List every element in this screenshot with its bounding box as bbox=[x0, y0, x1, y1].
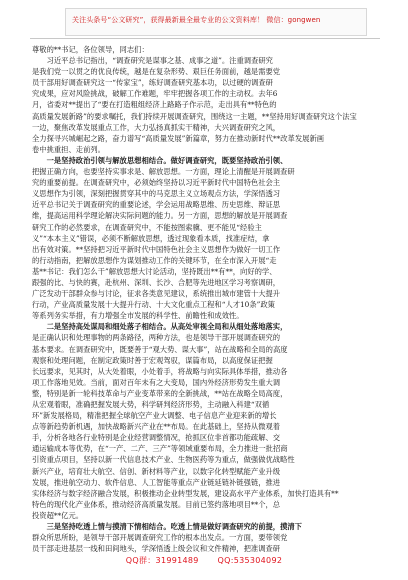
banner-text: 关注头条号“公文研究”，获得最新最全最专业的公文资料库！ 微信：gongwen bbox=[72, 16, 321, 24]
text-line: 一边，聚焦改革发展重点工作，大力弘扬真抓实干精神，大兴调查研究之风， bbox=[32, 122, 281, 132]
text-line: 新兴产业，培育壮大航空、信创、新材料等产业，以数字化转型赋能产业升级 bbox=[32, 466, 281, 476]
text-line: 全力探寻兴城崛起之路，奋力谱写“高质量发展”新篇章，努力在推动新时代**改革发展新画 bbox=[32, 133, 325, 143]
text-line: 等系列务实举措，有力增强全市发展的科学性、前瞻性和成效性。 bbox=[32, 311, 244, 321]
text-line: 引资重点项目，坚持以新一代信息技术产业、生物医药等为重点，做强做优战略性 bbox=[32, 455, 295, 465]
text-line: 通运输成本等优势，在“一产、二产、三产”等领域重要布局，全力推进一批招商 bbox=[32, 444, 288, 454]
text-line: 维，提高运用科学理论解决实际问题的能力。另一方面，思想的解放是开展调查 bbox=[32, 211, 288, 221]
text-line: 项工作落地见效。当前，面对百年未有之大变局，国内外经济形势发生重大调 bbox=[32, 377, 281, 387]
text-line: 的行动指南，把解放思想作为谋划推动工作的关键环节，在全市深入开展“走 bbox=[32, 255, 277, 265]
text-line: 发展，推进航空动力、软件信息、人工智能等重点产业链延链补链强链，推进 bbox=[32, 477, 281, 487]
text-line: 广泛发动干部群众参与讨论，征求各类意见建议，系统推出城市建管十大提升 bbox=[32, 289, 281, 299]
top-banner bbox=[65, 8, 367, 36]
text-line: 尊敬的**书记，各位领导，同志们： bbox=[32, 45, 149, 54]
section-heading bbox=[32, 521, 380, 532]
text-line: 基**书记：我们怎么干”解放思想大讨论活动，坚持既出**有**，向好的学、 bbox=[32, 266, 277, 276]
text-line: 特色的现代化产业体系，推动经济高质量发展。目前已签约落地项目**个，总 bbox=[32, 499, 281, 509]
text-line: 出有效对策。**坚持把习近平新时代中国特色社会主义思想作为做好一切工作 bbox=[32, 244, 281, 254]
text-line: 行动，产业高质量发展十大提升行动、十大文化重点工程和“人才10条”政策 bbox=[32, 300, 275, 310]
text-line: 基本要求。在调查研究中，既要善于“观大势、谋大事”，站在战略和全局的高度 bbox=[32, 344, 288, 354]
text-line: 群众所思所盼，是领导干部开展调查研究工作的根本出发点。一方面，要带领党 bbox=[32, 533, 288, 543]
text-line: 一是坚持政治引领与解放思想相结合。做好调查研究，既要坚持政治引领、 bbox=[32, 155, 288, 165]
text-line: 手，分析各地各行业特别是企业经营调整情况，抢抓区位非首都功能疏解、交 bbox=[32, 433, 281, 443]
text-line: 究成果，应对风险挑战，破解工作难题，牢牢把握各项工作的主动权。去年6 bbox=[32, 89, 278, 99]
text-line: 员干部用好调查研究这一“传家宝”，练好调查研究基本功，以过硬的调查研 bbox=[32, 78, 273, 88]
footer-contact bbox=[0, 555, 408, 566]
footer-qq: QQ:535304092 bbox=[217, 556, 283, 565]
text-line: 二是坚持高处谋局和细处落子相结合。从高处审视全局和从细处落地落实， bbox=[32, 322, 288, 332]
text-line: 义”“本本主义”错误，必须不断解放思想，透过现象看本质，找准症结，拿 bbox=[32, 233, 270, 243]
text-line: 整，特别是新一轮科技革命与产业变革带来的全新挑战，**站在战略全局高度， bbox=[32, 388, 288, 398]
text-line: 环”新发展格局，精准把握全球航空产业大调整、电子信息产业迎来新的增长 bbox=[32, 411, 277, 421]
document-body bbox=[32, 44, 380, 554]
text-line: 点等新趋势新机遇，加快战略新兴产业在**布局。在此基础上，坚持从微观着 bbox=[32, 422, 281, 432]
text-line: 卷中挑重担、走前列。 bbox=[32, 144, 105, 154]
text-line: 员干部走进基层一线和田间地头，学深悟透上级会议和文件精神，把准调查研 bbox=[32, 544, 281, 554]
text-line: 观察和处理问题，在制定政策时善于宏观驾驭，谋篇布局，以高度保证把握 bbox=[32, 355, 273, 365]
text-line: 跟强的比、与快的赛，赴杭州、深圳、长沙、合肥等先进地区学习考察调研， bbox=[32, 277, 281, 287]
paragraph bbox=[32, 332, 380, 521]
section-heading bbox=[32, 155, 380, 166]
text-line: 月，省委对**提出了“要在打造粗组经济上路路子作示范，走出具有**特色的 bbox=[32, 100, 277, 110]
text-line: 义思想作为引领，深刻把握贯穿其中的马克思主义立场观点方法，学深悟透习 bbox=[32, 189, 281, 199]
paragraph bbox=[32, 532, 380, 554]
text-line: 是我们党一以贯之的优良传统，越是在复杂形势、艰巨任务面前，越是需要党 bbox=[32, 67, 281, 77]
text-line: 长远要求，见其时，从大处着眼，小处着手，将战略与向实际具体举措，推动各 bbox=[32, 366, 288, 376]
paragraph bbox=[32, 166, 380, 321]
text-line: 投资超**亿元。 bbox=[32, 510, 84, 520]
text-line: 习近平总书记指出，“调查研究是谋事之基、成事之道”。注重调查研究 bbox=[32, 56, 273, 66]
text-line: 实体经济与数字经济融合发展，积极推动企业转型发展，建设高水平产业体系，加快打造具有** bbox=[32, 488, 339, 498]
section-heading bbox=[32, 321, 380, 332]
text-line: 究的重要前提。在调查研究中，必须始终坚持以习近平新时代中国特色社会主 bbox=[32, 178, 281, 188]
header-divider bbox=[30, 38, 380, 39]
text-line: 近平总书记关于调查研究的重要论述，学会运用战略思维、历史思维、辩证思 bbox=[32, 200, 281, 210]
footer-qq-group: QQ群：31991489 bbox=[125, 556, 199, 565]
text-line: 是正确认识和处理事物的两条路径，两种方法，也是领导干部开展调查研究的 bbox=[32, 333, 281, 343]
text-line: 把握正确方向，也要坚持实事求是、解放思想。一方面，理论上清醒是开展调查研 bbox=[32, 167, 295, 177]
text-line: 从宏观着眼，准确把握发展大势，科学研判经济形势，主动融入科建“双循 bbox=[32, 400, 270, 409]
paragraph bbox=[32, 44, 380, 155]
text-line: 三是坚持吃透上情与摸清下情相结合。吃透上情是做好调查研究的前提，摸清下 bbox=[32, 522, 302, 532]
text-line: 高质量发展新路”的要求嘱托，我们持续开展调查研究，围绕这一主题，**坚持用好调查研究这个法宝 bbox=[32, 111, 357, 121]
text-line: 研究工作的必然要求，在调查研究中，不能按图索骥、更不能见“经验主 bbox=[32, 222, 262, 232]
